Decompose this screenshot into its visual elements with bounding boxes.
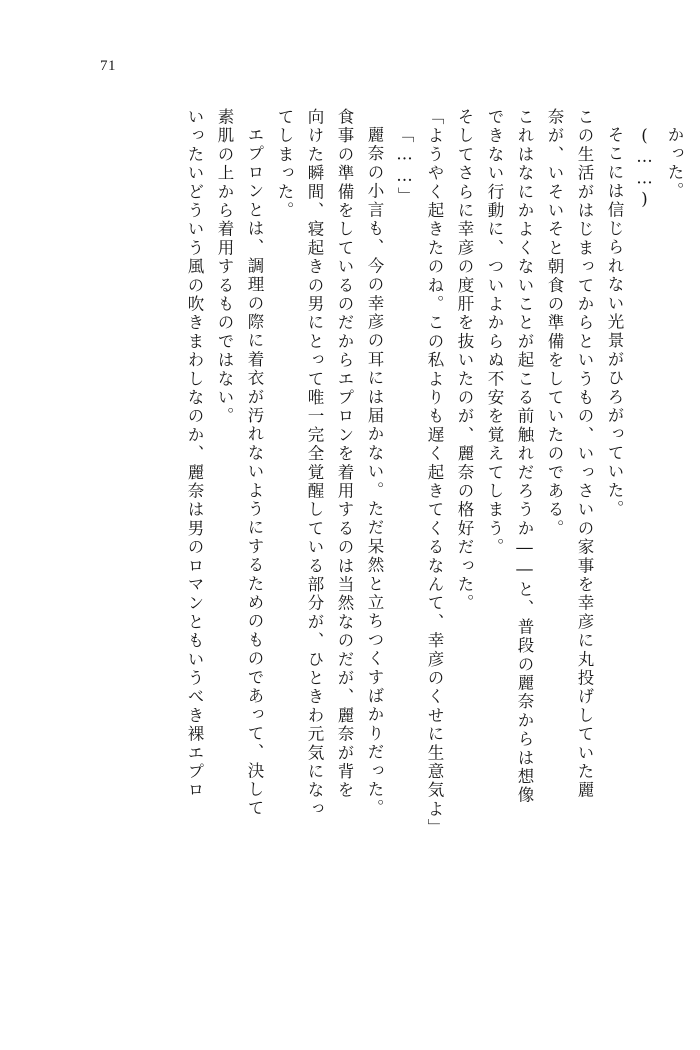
text-line: これはなにかよくないことが起こる前触れだろうか――と、普段の麗奈からは想像: [515, 108, 534, 805]
text-line: 食事の準備をしているのだからエプロンを着用するのは当然なのだが、麗奈が背を: [335, 108, 354, 800]
vertical-body-text: [96, 108, 622, 988]
text-line: 向けた瞬間、寝起きの男にとって唯一完全覚醒している部分が、ひときわ元気になっ: [305, 108, 324, 819]
text-line: 奈が、いそいそと朝食の準備をしていたのである。: [545, 108, 564, 539]
text-line: できない行動に、ついよからぬ不安を覚えてしまう。: [485, 108, 504, 557]
text-line: そしてさらに幸彦の度肝を抜いたのが、麗奈の格好だった。: [455, 108, 474, 613]
text-line: いったいどういう風の吹きまわしなのか、麗奈は男のロマンともいうべき裸エプロ: [185, 108, 204, 800]
text-line: 麗奈の小言も、今の幸彦の耳には届かない。ただ呆然と立ちつくすばかりだった。: [365, 126, 384, 818]
text-line-leading-2: (……): [635, 126, 654, 211]
text-line-leading-1: かった。: [665, 126, 684, 201]
text-line: この生活がはじまってからというもの、いっさいの家事を幸彦に丸投げしていた麗: [575, 108, 594, 800]
page-number: 71: [100, 58, 116, 74]
text-line: てしまった。: [275, 108, 294, 221]
text-line: そこには信じられない光景がひろがっていた。: [605, 126, 624, 519]
text-line: 素肌の上から着用するものではない。: [215, 108, 234, 426]
text-line: エプロンとは、調理の際に着衣が汚れないようにするためのものであって、決して: [245, 126, 264, 818]
text-line: 「……」: [395, 126, 414, 206]
text-line: 「ようやく起きたのね。この私よりも遅く起きてくるなんて、幸彦のくせに生意気よ」: [425, 108, 444, 838]
